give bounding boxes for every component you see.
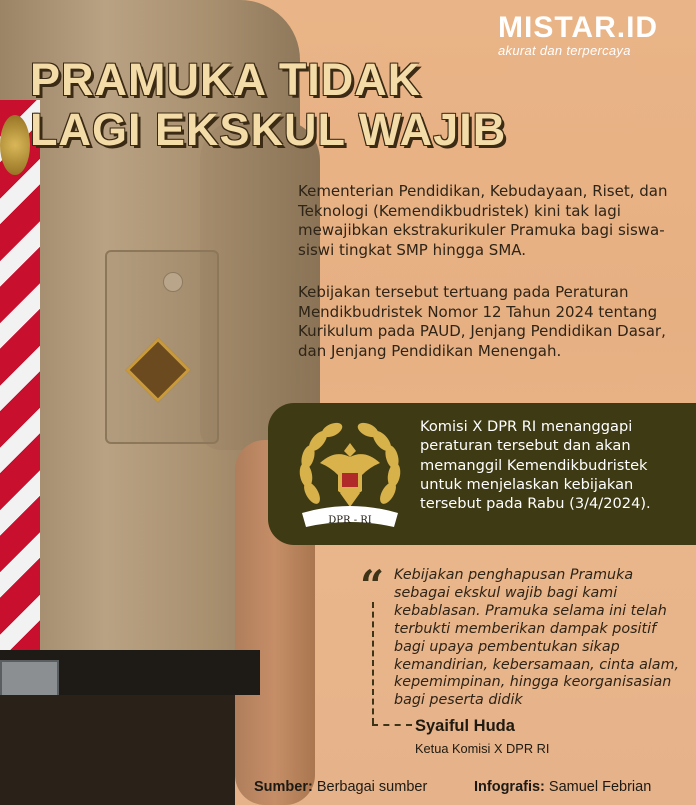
dpr-ri-emblem-icon [290,413,410,535]
intro-paragraph: Kementerian Pendidikan, Kebudayaan, Riset, dan Teknologi (Kemendikbudristek) kini tak lagi mewajibkan ekstrakurikuler Pramuka bagi siswa-siswi tingkat SMP hingga SMA. [298,182,668,259]
scout-scarf [0,100,40,680]
brand-tagline: akurat dan terpercaya [498,43,631,58]
title-line-1: PRAMUKA TIDAK [30,54,422,105]
quote-divider-horizontal [372,724,412,726]
title-line-2: LAGI EKSKUL WAJIB [30,104,507,155]
speaker-role: Ketua Komisi X DPR RI [415,741,550,756]
regulation-paragraph: Kebijakan tersebut tertuang pada Peraturan Mendikbudristek Nomor 12 Tahun 2024 tentang Kurikulum pada PAUD, Jenjang Pendidikan Dasar, dan Jenjang Pendidikan Menengah. [298,283,666,360]
credit-value: Samuel Febrian [548,779,652,795]
quote-text: Kebijakan penghapusan Pramuka sebagai ekskul wajib bagi kami kebablasan. Pramuka selama ini telah terbukti memberikan dampak positif bagi upaya pembentukan sikap kemandirian, kebersamaan, cinta alam, kepemimpinan, hingga keorganisasian bagi peserta didik [394,567,680,709]
brand-name: MISTAR.ID [498,11,659,44]
footer-source [254,779,427,795]
source-label: Sumber: [254,779,313,795]
brand-logo [498,13,683,58]
dpr-response-box [268,403,696,545]
page-title [30,55,506,155]
credit-label: Infografis: [474,779,545,795]
speaker-name: Syaiful Huda [415,717,515,735]
medal-icon [0,115,30,175]
quote-divider [372,602,374,724]
dpr-response-text: Komisi X DPR RI menanggapi peraturan tersebut dan akan memanggil Kemendikbudristek untuk menjelaskan kebijakan tersebut pada Rabu (3/4/2024). [420,418,651,513]
footer [0,773,696,805]
footer-credit [474,779,651,795]
quote-mark-icon: “ [360,561,385,610]
pocket-button [163,272,183,292]
source-value: Berbagai sumber [316,779,428,795]
dpr-emblem-label: DPR - RI [328,515,372,526]
